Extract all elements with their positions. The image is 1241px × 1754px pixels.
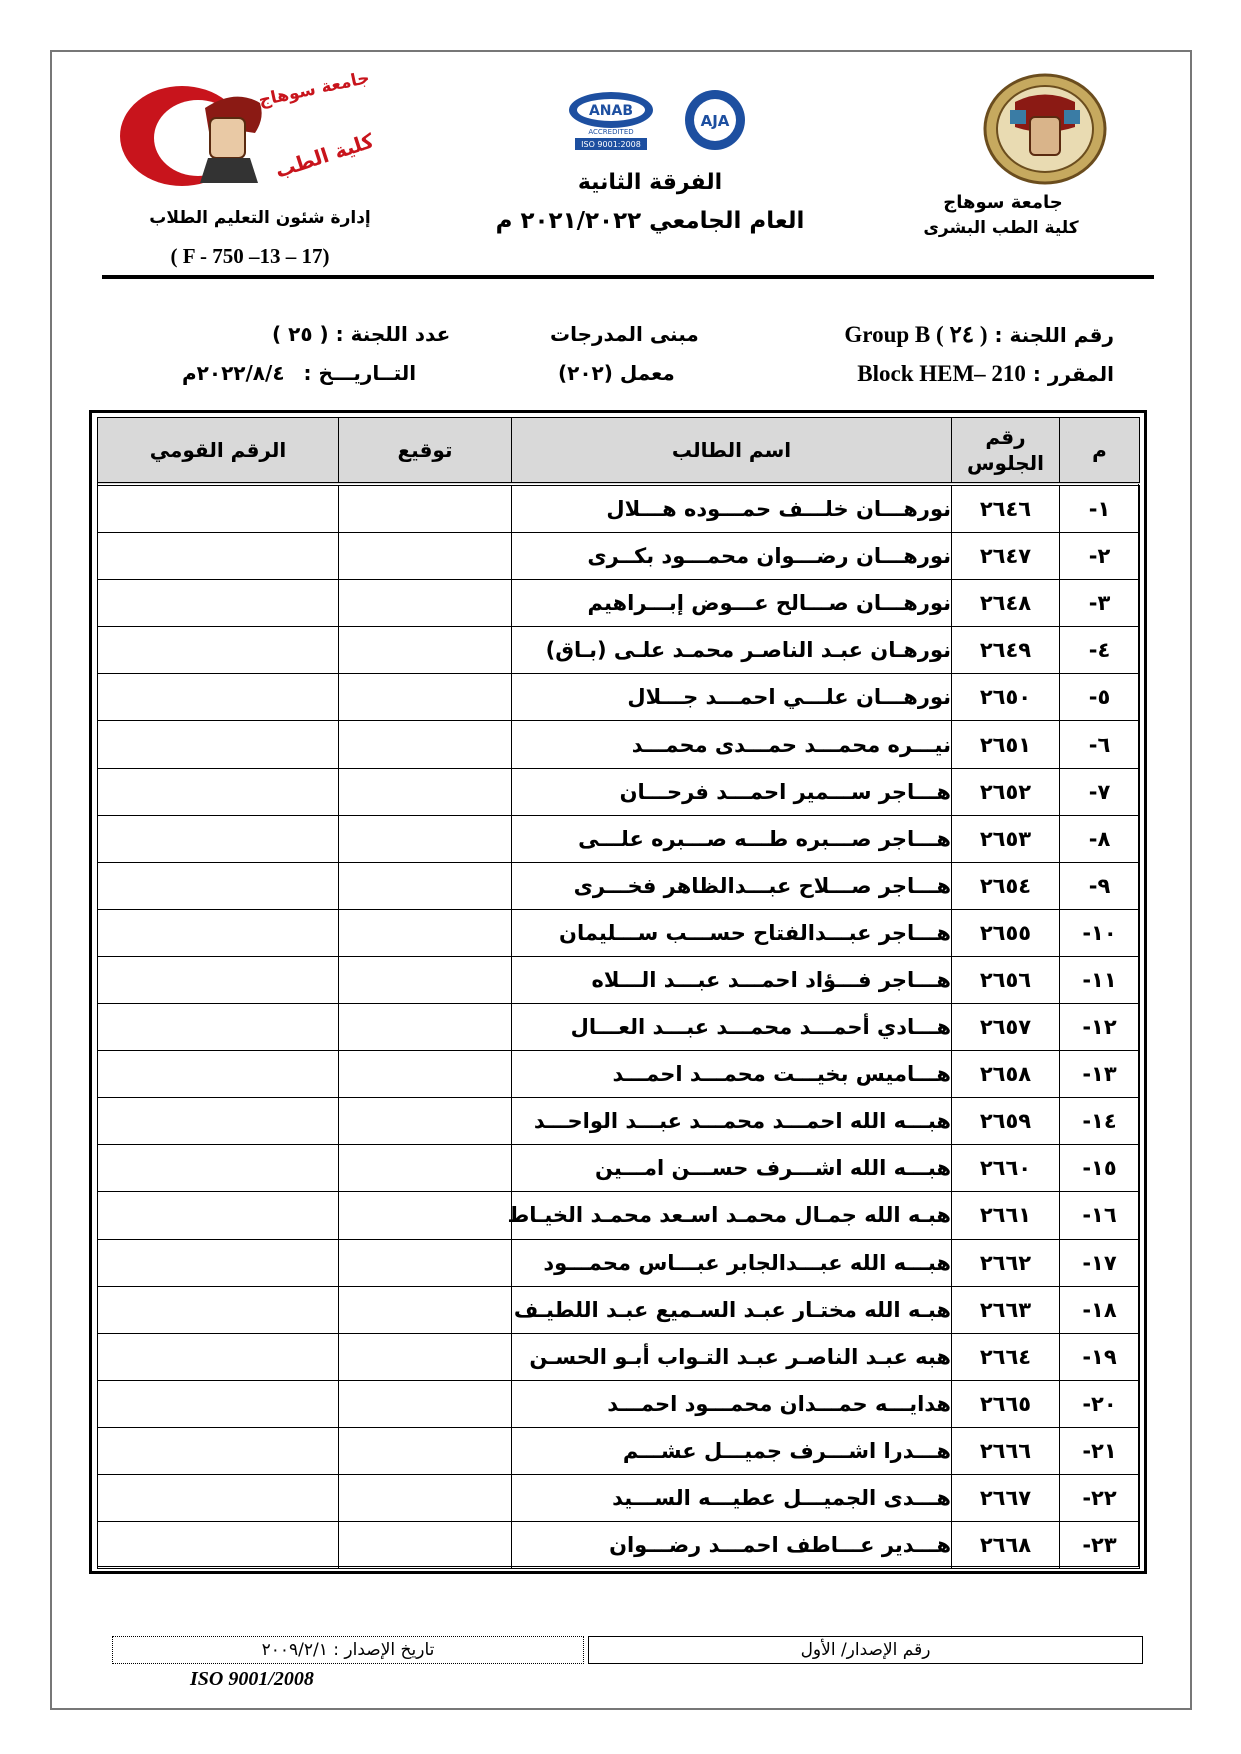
table-row xyxy=(98,768,1140,815)
seat-number: ٢٦٦٥ xyxy=(952,1380,1060,1427)
national-id-cell[interactable] xyxy=(98,484,339,533)
table-header-row xyxy=(98,418,1140,485)
table-row xyxy=(98,721,1140,768)
student-name: هـــدير عـــاطف احمـــد رضـــوان xyxy=(512,1522,952,1569)
year-level: الفرقة الثانية xyxy=(577,170,723,195)
table-row xyxy=(98,815,1140,862)
student-name: نورهـــان علـــي احمـــد جـــلال xyxy=(512,674,952,721)
seat-number: ٢٦٤٩ xyxy=(952,627,1060,674)
seat-number: ٢٦٥٨ xyxy=(952,1051,1060,1098)
table-row xyxy=(98,1239,1140,1286)
student-name: نورهـــان صـــالح عـــوض إبـــراهيم xyxy=(512,580,952,627)
table-row xyxy=(98,580,1140,627)
table-row xyxy=(98,862,1140,909)
row-number: ٤- xyxy=(1060,627,1140,674)
signature-cell[interactable] xyxy=(339,533,512,580)
table-row xyxy=(98,1522,1140,1569)
department-name: إدارة شئون التعليم الطلاب xyxy=(149,208,371,228)
seat-number: ٢٦٥٣ xyxy=(952,815,1060,862)
student-name: هـــاجر عبـــدالفتاح حســـب ســـليمان xyxy=(512,909,952,956)
header-national-id: الرقم القومي xyxy=(98,418,339,485)
exam-date xyxy=(182,361,416,385)
table-row xyxy=(98,533,1140,580)
table-row xyxy=(98,1380,1140,1427)
signature-cell[interactable] xyxy=(339,1522,512,1569)
row-number: ٢- xyxy=(1060,533,1140,580)
row-number: ٢٣- xyxy=(1060,1522,1140,1569)
signature-cell[interactable] xyxy=(339,815,512,862)
student-name: نيـــره محمـــد حمـــدى محمـــد xyxy=(512,721,952,768)
student-roster-table xyxy=(97,417,1140,1569)
table-row xyxy=(98,1333,1140,1380)
row-number: ٦- xyxy=(1060,721,1140,768)
student-name: هبه عبـد الناصـر عبـد التـواب أبـو الحسـن xyxy=(512,1333,952,1380)
exam-date-value: ٢٠٢٢/٨/٤م xyxy=(182,361,285,385)
signature-cell[interactable] xyxy=(339,1145,512,1192)
row-number: ١٤- xyxy=(1060,1098,1140,1145)
row-number: ٢٠- xyxy=(1060,1380,1140,1427)
anab-logo-text: ANAB xyxy=(588,103,634,119)
signature-cell[interactable] xyxy=(339,862,512,909)
row-number: ١٩- xyxy=(1060,1333,1140,1380)
seat-number: ٢٦٥٥ xyxy=(952,909,1060,956)
seat-number: ٢٦٦٣ xyxy=(952,1286,1060,1333)
university-name: جامعة سوهاج xyxy=(943,192,1063,213)
student-name: هـــاميس بخيـــت محمـــد احمـــد xyxy=(512,1051,952,1098)
seat-number: ٢٦٦٠ xyxy=(952,1145,1060,1192)
student-name: هبـــه الله احمـــد محمـــد عبـــد الواحـــد xyxy=(512,1098,952,1145)
signature-cell[interactable] xyxy=(339,1239,512,1286)
course-value: Block HEM– 210 xyxy=(857,361,1026,386)
seat-number: ٢٦٦٤ xyxy=(952,1333,1060,1380)
course-label: المقرر : xyxy=(1032,362,1114,386)
academic-year: العام الجامعي ٢٠٢١/٢٠٢٢ م xyxy=(495,208,805,234)
header-student-name: اسم الطالب xyxy=(512,418,952,485)
national-id-cell[interactable] xyxy=(98,768,339,815)
national-id-cell[interactable] xyxy=(98,533,339,580)
national-id-cell[interactable] xyxy=(98,721,339,768)
student-name: هبـه الله جمـال محمـد اسـعد محمـد الخيـاط xyxy=(512,1192,952,1239)
row-number: ١- xyxy=(1060,484,1140,533)
anab-accredited-text: ACCREDITED xyxy=(588,128,634,136)
student-name: هـــاجر صـــلاح عبـــدالظاهر فخـــرى xyxy=(512,862,952,909)
signature-cell[interactable] xyxy=(339,1192,512,1239)
national-id-cell[interactable] xyxy=(98,1098,339,1145)
table-row xyxy=(98,1098,1140,1145)
national-id-cell[interactable] xyxy=(98,1333,339,1380)
signature-cell[interactable] xyxy=(339,1004,512,1051)
row-number: ١٠- xyxy=(1060,909,1140,956)
course-info xyxy=(857,361,1114,387)
table-row xyxy=(98,1427,1140,1474)
signature-cell[interactable] xyxy=(339,1427,512,1474)
row-number: ٨- xyxy=(1060,815,1140,862)
building-name: مبنى المدرجات xyxy=(550,322,699,346)
row-number: ١٢- xyxy=(1060,1004,1140,1051)
student-name: هبـــه الله عبـــدالجابر عبـــاس محمـــود xyxy=(512,1239,952,1286)
row-number: ١٧- xyxy=(1060,1239,1140,1286)
committee-number xyxy=(844,322,1114,348)
signature-cell[interactable] xyxy=(339,1380,512,1427)
student-name: نورهـان عبـد الناصـر محمـد علـى (بـاق) xyxy=(512,627,952,674)
signature-cell[interactable] xyxy=(339,1098,512,1145)
national-id-cell[interactable] xyxy=(98,1051,339,1098)
student-name: نورهـــان رضـــوان محمـــود بكــرى xyxy=(512,533,952,580)
iso-standard: ISO 9001/2008 xyxy=(190,1668,314,1690)
logo-left-arc-text: جامعة سوهاج xyxy=(256,67,372,111)
seat-number: ٢٦٥٩ xyxy=(952,1098,1060,1145)
row-number: ١٥- xyxy=(1060,1145,1140,1192)
table-row xyxy=(98,956,1140,1003)
student-name: هبـه الله مختـار عبـد السـميع عبـد اللطيـف xyxy=(512,1286,952,1333)
committee-number-value: ( ٢٤ ) Group B xyxy=(844,322,988,347)
national-id-cell[interactable] xyxy=(98,956,339,1003)
faculty-name: كلية الطب البشرى xyxy=(923,218,1079,238)
table-row xyxy=(98,627,1140,674)
row-number: ٩- xyxy=(1060,862,1140,909)
signature-cell[interactable] xyxy=(339,721,512,768)
accreditation-logos xyxy=(565,88,755,152)
signature-cell[interactable] xyxy=(339,580,512,627)
aja-logo-text: AJA xyxy=(700,112,730,130)
signature-cell[interactable] xyxy=(339,484,512,533)
header-num: م xyxy=(1060,418,1140,485)
signature-cell[interactable] xyxy=(339,1333,512,1380)
student-name: هـــاجر فـــؤاد احمـــد عبـــد الـــلاه xyxy=(512,956,952,1003)
seat-number: ٢٦٤٨ xyxy=(952,580,1060,627)
seat-number: ٢٦٥٧ xyxy=(952,1004,1060,1051)
seat-number: ٢٦٥١ xyxy=(952,721,1060,768)
committee-count xyxy=(272,322,450,346)
national-id-cell[interactable] xyxy=(98,1192,339,1239)
table-row xyxy=(98,1474,1140,1521)
row-number: ٢١- xyxy=(1060,1427,1140,1474)
issue-number: رقم الإصدار/ الأول xyxy=(588,1636,1143,1664)
national-id-cell[interactable] xyxy=(98,674,339,721)
lab-name: معمل (٢٠٢) xyxy=(558,361,675,385)
table-row xyxy=(98,909,1140,956)
national-id-cell[interactable] xyxy=(98,1239,339,1286)
national-id-cell[interactable] xyxy=(98,1522,339,1569)
national-id-cell[interactable] xyxy=(98,815,339,862)
table-row xyxy=(98,1145,1140,1192)
row-number: ١٣- xyxy=(1060,1051,1140,1098)
row-number: ٣- xyxy=(1060,580,1140,627)
national-id-cell[interactable] xyxy=(98,909,339,956)
committee-number-label: رقم اللجنة : xyxy=(994,323,1114,347)
signature-cell[interactable] xyxy=(339,1051,512,1098)
signature-cell[interactable] xyxy=(339,909,512,956)
iso-badge-text: ISO 9001:2008 xyxy=(581,140,641,149)
row-number: ١٨- xyxy=(1060,1286,1140,1333)
seat-number: ٢٦٦٦ xyxy=(952,1427,1060,1474)
signature-cell[interactable] xyxy=(339,1474,512,1521)
national-id-cell[interactable] xyxy=(98,862,339,909)
seat-number: ٢٦٥٤ xyxy=(952,862,1060,909)
national-id-cell[interactable] xyxy=(98,1004,339,1051)
row-number: ١١- xyxy=(1060,956,1140,1003)
national-id-cell[interactable] xyxy=(98,1474,339,1521)
issue-date: تاريخ الإصدار : ٢٠٠٩/٢/١ xyxy=(112,1636,584,1664)
table-row xyxy=(98,1004,1140,1051)
student-name: هـــاجر صـــبره طـــه صـــبره علـــى xyxy=(512,815,952,862)
header-divider xyxy=(102,275,1154,279)
logo-left-bottom-text: كلية الطب xyxy=(272,128,377,183)
signature-cell[interactable] xyxy=(339,674,512,721)
table-row xyxy=(98,1286,1140,1333)
seat-number: ٢٦٥٠ xyxy=(952,674,1060,721)
row-number: ٧- xyxy=(1060,768,1140,815)
table-row xyxy=(98,1192,1140,1239)
committee-count-label: عدد اللجنة : xyxy=(335,322,451,346)
row-number: ٥- xyxy=(1060,674,1140,721)
national-id-cell[interactable] xyxy=(98,1145,339,1192)
committee-count-value: ( ٢٥ ) xyxy=(272,322,329,346)
seat-number: ٢٦٦١ xyxy=(952,1192,1060,1239)
student-name: هدايـــه حمـــدان محمـــود احمـــد xyxy=(512,1380,952,1427)
seat-number: ٢٦٤٧ xyxy=(952,533,1060,580)
table-body xyxy=(98,484,1140,1569)
exam-date-label: التــاريـــخ : xyxy=(303,361,417,385)
faculty-medicine-logo xyxy=(110,67,377,193)
signature-cell[interactable] xyxy=(339,1286,512,1333)
national-id-cell[interactable] xyxy=(98,1427,339,1474)
row-number: ١٦- xyxy=(1060,1192,1140,1239)
seat-number: ٢٦٥٢ xyxy=(952,768,1060,815)
student-name: هـــاجر ســـمير احمـــد فرحـــان xyxy=(512,768,952,815)
seat-number: ٢٦٤٦ xyxy=(952,484,1060,533)
national-id-cell[interactable] xyxy=(98,1286,339,1333)
seat-number: ٢٦٦٧ xyxy=(952,1474,1060,1521)
header-signature: توقيع xyxy=(339,418,512,485)
student-name: هـــادي أحمـــد محمـــد عبـــد العـــال xyxy=(512,1004,952,1051)
student-name: هـــدرا اشـــرف جميـــل عشـــم xyxy=(512,1427,952,1474)
seat-number: ٢٦٦٢ xyxy=(952,1239,1060,1286)
national-id-cell[interactable] xyxy=(98,1380,339,1427)
university-seal-logo xyxy=(980,72,1110,187)
row-number: ٢٢- xyxy=(1060,1474,1140,1521)
national-id-cell[interactable] xyxy=(98,580,339,627)
signature-cell[interactable] xyxy=(339,627,512,674)
header-seat-number: رقم الجلوس xyxy=(952,418,1060,485)
student-name: هبـــه الله اشـــرف حســـن امـــين xyxy=(512,1145,952,1192)
form-code: ( F - 750 –13 – 17) xyxy=(170,244,330,268)
table-row xyxy=(98,484,1140,533)
national-id-cell[interactable] xyxy=(98,627,339,674)
student-name: هـــدى الجميـــل عطيـــه الســـيد xyxy=(512,1474,952,1521)
table-row xyxy=(98,674,1140,721)
table-row xyxy=(98,1051,1140,1098)
student-name: نورهـــان خلـــف حمـــوده هـــلال xyxy=(512,484,952,533)
seat-number: ٢٦٥٦ xyxy=(952,956,1060,1003)
signature-cell[interactable] xyxy=(339,956,512,1003)
signature-cell[interactable] xyxy=(339,768,512,815)
seat-number: ٢٦٦٨ xyxy=(952,1522,1060,1569)
